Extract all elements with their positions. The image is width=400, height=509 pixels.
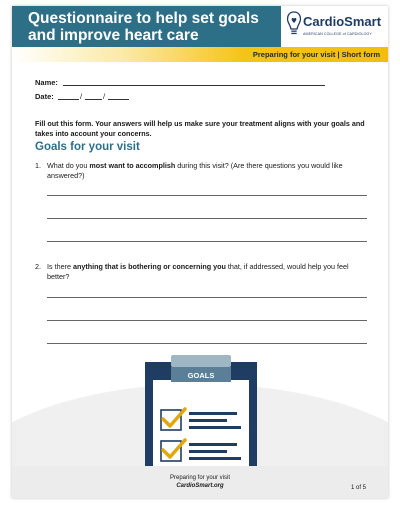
footer: [12, 474, 388, 490]
answer-line[interactable]: [47, 297, 367, 298]
title-line-1: Questionnaire to help set goals: [28, 10, 259, 27]
date-month-field[interactable]: [58, 99, 79, 100]
question-text: Is there anything that is bothering or concerning you that, if addressed, would help you feel better?: [47, 262, 349, 281]
tagline: Preparing for your visit | Short form: [252, 50, 380, 59]
date-year-field[interactable]: [108, 99, 129, 100]
answer-line[interactable]: [47, 241, 367, 242]
question-text: What do you most want to accomplish during this visit? (Are there questions you would like answered?): [47, 161, 343, 180]
name-label: Name:: [35, 78, 58, 87]
clipboard-checklist-icon: [145, 355, 257, 473]
page-number: 1 of 5: [351, 485, 367, 491]
page-title: [28, 10, 278, 44]
intro-text: Fill out this form. Your answers will help us make sure your treatment aligns with your goals and takes into account your concerns.: [35, 119, 365, 138]
date-separator: /: [103, 92, 106, 101]
answer-line[interactable]: [47, 195, 367, 196]
footer-website: CardioSmart.org: [176, 483, 224, 489]
name-field[interactable]: [63, 85, 325, 86]
logo-wordmark: CardioSmart: [303, 14, 382, 29]
answer-line[interactable]: [47, 320, 367, 321]
question-number: 1.: [35, 161, 41, 170]
tagline-bar: [12, 47, 388, 62]
date-separator: /: [80, 92, 83, 101]
answer-line[interactable]: [47, 218, 367, 219]
logo-subtitle: AMERICAN COLLEGE of CARDIOLOGY: [303, 32, 372, 36]
lightbulb-heart-icon: [287, 11, 301, 41]
title-line-2: and improve heart care: [28, 27, 199, 44]
answer-line[interactable]: [47, 343, 367, 344]
question-number: 2.: [35, 262, 41, 271]
footer-line: Preparing for your visit: [169, 475, 231, 481]
section-title: Goals for your visit: [35, 141, 140, 153]
date-day-field[interactable]: [85, 99, 102, 100]
date-label: Date:: [35, 92, 54, 101]
form-page: [12, 6, 388, 498]
cardiosmart-logo: [281, 6, 388, 47]
clipboard-label: GOALS: [187, 371, 215, 380]
title-banner: [12, 6, 281, 47]
